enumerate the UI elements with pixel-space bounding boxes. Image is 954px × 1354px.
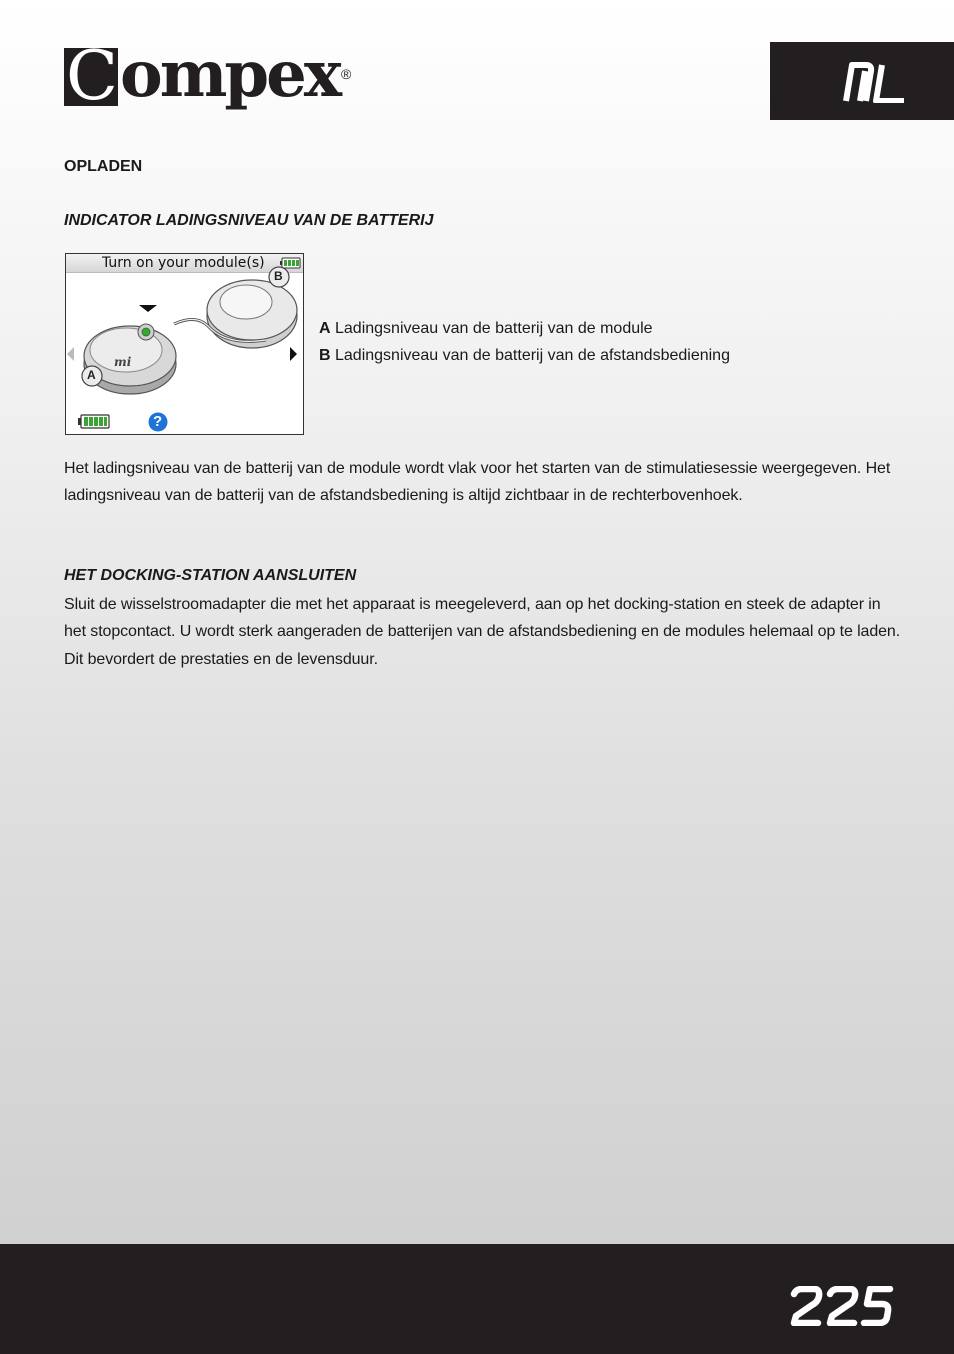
help-icon-symbol: ? xyxy=(153,413,163,430)
battery-indicator-heading: INDICATOR LADINGSNIVEAU VAN DE BATTERIJ xyxy=(64,212,434,229)
module-illustration xyxy=(66,254,303,434)
legend-key: A xyxy=(319,320,331,337)
svg-text:mi: mi xyxy=(114,355,132,369)
section-title: OPLADEN xyxy=(64,158,143,175)
page-number-225 xyxy=(790,1286,894,1326)
language-tab xyxy=(770,42,954,120)
module-battery-icon xyxy=(78,415,109,428)
battery-indicator-paragraph: Het ladingsniveau van de batterij van de module wordt vlak voor het starten van de stimulatiesessie weergegeven. Het ladingsniveau van de batterij van de afstandsbediening is altijd zichtbaar in de rechterbovenhoek. xyxy=(64,460,891,505)
docking-paragraph: Sluit de wisselstroomadapter die met het apparaat is meegeleverd, aan op het docking-station en steek de adapter in het stopcontact. U wordt sterk aangeraden de batterijen van de afstandsbediening en de modules helemaal op te laden. Dit bevordert de prestaties en de levensduur. xyxy=(64,596,901,668)
legend-key: B xyxy=(319,347,331,364)
legend-text: Ladingsniveau van de batterij van de afstandsbediening xyxy=(330,347,730,364)
selector-down-arrow xyxy=(139,305,157,312)
legend-item-a xyxy=(319,320,653,338)
label-a-text: A xyxy=(87,368,96,382)
right-arrow-icon xyxy=(290,347,297,361)
compex-logo xyxy=(64,37,352,122)
right-module xyxy=(207,280,297,348)
language-code-nl xyxy=(842,61,908,103)
docking-heading: HET DOCKING-STATION AANSLUITEN xyxy=(64,567,357,584)
logo-wordmark: ompex xyxy=(120,37,340,112)
page-footer xyxy=(0,1244,954,1354)
legend-text: Ladingsniveau van de batterij van de module xyxy=(330,320,653,337)
device-screen-illustration xyxy=(65,253,304,435)
left-arrow-icon xyxy=(67,347,74,361)
logo-initial: C xyxy=(65,37,117,116)
legend-item-b xyxy=(319,347,730,365)
logo-initial-box xyxy=(64,37,118,116)
remote-battery-icon xyxy=(280,258,300,268)
logo-registered-mark: ® xyxy=(341,66,352,82)
label-b-text: B xyxy=(274,269,283,283)
screen-status-text: Turn on your module(s) xyxy=(102,255,265,271)
